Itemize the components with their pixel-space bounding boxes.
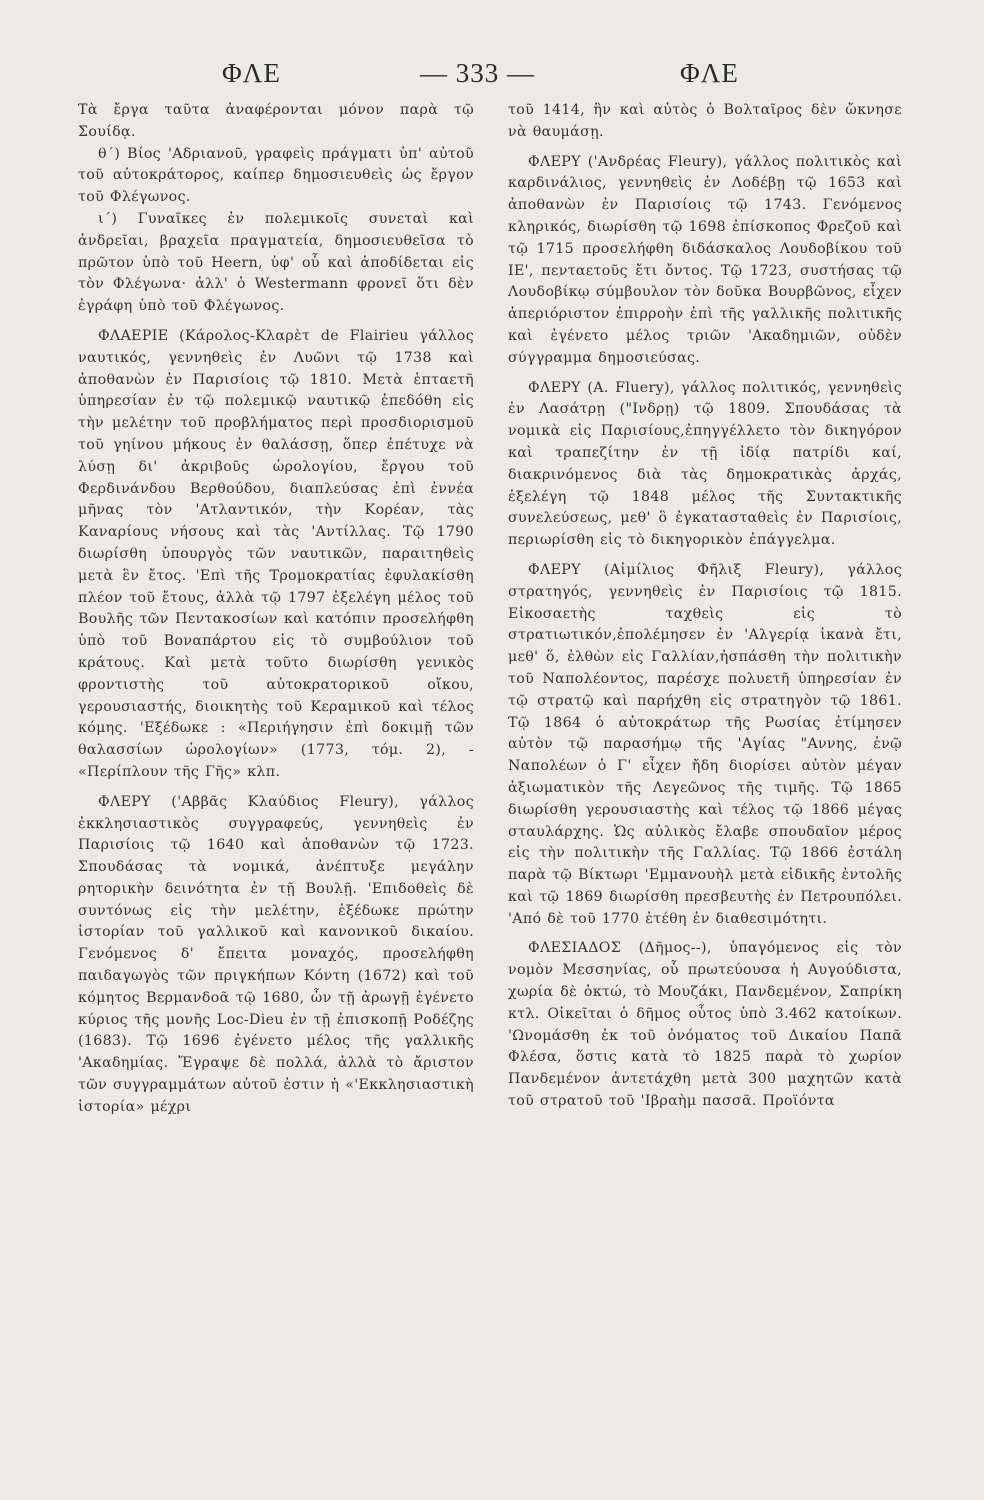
header-left-guide-word: ΦΛΕ	[222, 58, 281, 88]
page-header	[0, 58, 984, 98]
entry-fleury-claude: ΦΛΕΡΥ ('Αββᾶς Κλαύδιος Fleury), γάλλος ἐκκλησιαστικὸς συγγραφεύς, γεννηθεὶς ἐν Παρισίοις τῷ 1640 καὶ ἀποθανὼν τῷ 1723. Σπουδάσας τὰ νομικά, ἀνέπτυξε μεγάλην ρητορικὴν δεινότητα ἐν τῇ Βουλῇ. 'Επιδοθεὶς δὲ συντόνως εἰς τὴν μελέτην, ἐξέδωκε πρώτην ἱστορίαν τοῦ γαλλικοῦ καὶ κανονικοῦ δικαίου. Γενόμενος δ' ἔπειτα μοναχός, προσελήφθη παιδαγωγὸς τῶν πριγκήπων Κόντη (1672) καὶ τοῦ κόμητος Βερμανδοᾶ τῷ 1680, ὧν τῇ ἀρωγῇ ἐγένετο κύριος τῆς μονῆς Loc-Dieu ἐν τῇ ἐπισκοπῇ Ροδέζης (1683). Τῷ 1696 ἐγένετο μέλος τῆς γαλλικῆς 'Ακαδημίας. Ἔγραψε δὲ πολλά, ἀλλὰ τὸ ἄριστον τῶν συγγραμμάτων αὐτοῦ ἐστιν ἡ «'Εκκλησιαστικὴ ἱστορία» μέχρι	[78, 793, 474, 1115]
paragraph: τοῦ 1414, ἣν καὶ αὐτὸς ὁ Βολταῖρος δὲν ὤκνησε νὰ θαυμάσῃ.	[508, 102, 902, 140]
entry-fleury-a: ΦΛΕΡΥ (Α. Fluery), γάλλος πολιτικός, γεννηθεὶς ἐν Λασάτρῃ ("Ινδρῃ) τῷ 1809. Σπουδάσας τὰ νομικὰ εἰς Παρισίους,ἐπηγγέλλετο τὸν δικηγόρον καὶ τραπεζίτην ἐν τῇ ἰδίᾳ πατρίδι καί, διακρινόμενος διὰ τὰς δημοκρατικὰς ἀρχάς, ἐξελέγη τῷ 1848 μέλος τῆς Συντακτικῆς συνελεύσεως, μεθ' ὃ ἐγκατασταθεὶς ἐν Παρισίοις, περιωρίσθη εἰς τὸ δικηγορικὸν ἐπάγγελμα.	[508, 379, 902, 549]
page-number: — 333 —	[420, 58, 535, 88]
entry-fleury-emile: ΦΛΕΡΥ (Αἰμίλιος Φῆλιξ Fleury), γάλλος στρατηγός, γεννηθεὶς ἐν Παρισίοις τῷ 1815. Εἰκοσαετὴς ταχθεὶς εἰς τὸ στρατιωτικόν,ἐπολέμησεν ἐν 'Αλγερίᾳ ἱκανὰ ἔτι, μεθ' ὅ, ἐλθὼν εἰς Γαλλίαν,ἠσπάσθη τὴν πολιτικὴν τοῦ Ναπολέοντος, παρέσχε πολυετῆ ὑπηρεσίαν ἐν τῷ στρατῷ καὶ παρήχθη εἰς στρατηγὸν τῷ 1861. Τῷ 1864 ὁ αὐτοκράτωρ τῆς Ρωσίας ἐτίμησεν αὐτὸν τῷ παρασήμῳ τῆς 'Αγίας "Αννης, ἐνῷ Ναπολέων ὁ Γ' εἶχεν ἤδη διορίσει αὐτὸν μέγαν ἀξιωματικὸν τῆς Λεγεῶνος τῆς τιμῆς. Τῷ 1865 διωρίσθη γερουσιαστὴς καὶ τέλος τῷ 1866 μέγας σταυλάρχης. Ὡς αὐλικὸς ἔλαβε σπουδαῖον μέρος εἰς τὴν πολιτικὴν τῆς Γαλλίας. Τῷ 1866 ἐστάλη παρὰ τῷ Βίκτωρι 'Εμμανουὴλ μετὰ εἰδικῆς ἐντολῆς καὶ τῷ 1869 διωρίσθη πρεσβευτὴς ἐν Πετρουπόλει. 'Από δὲ τοῦ 1770 ἐτέθη ἐν διαθεσιμότητι.	[508, 561, 902, 927]
right-column	[508, 100, 902, 1113]
paragraph: Τὰ ἔργα ταῦτα ἀναφέρονται μόνον παρὰ τῷ Σουίδᾳ.	[78, 102, 474, 140]
paragraph: θ΄) Βίος 'Αδριανοῦ, γραφεὶς πράγματι ὑπ' αὐτοῦ τοῦ αὐτοκράτορος, καίπερ δημοσιευθεὶς ὡς ἔργον τοῦ Φλέγωνος.	[78, 145, 474, 206]
entry-fleury-andre: ΦΛΕΡΥ ('Ανδρέας Fleury), γάλλος πολιτικὸς καὶ καρδινάλιος, γεννηθεὶς ἐν Λοδέβῃ τῷ 1653 καὶ ἀποθανὼν ἐν Παρισίοις τῷ 1743. Γενόμενος κληρικός, διωρίσθη τῷ 1698 ἐπίσκοπος Φρεζοῦ καὶ τῷ 1715 προσελήφθη διδάσκαλος Λουδοβίκου τοῦ ΙΕ', πενταετοῦς ἔτι ὄντος. Τῷ 1723, συστήσας τῷ Λουδοβίκῳ σύμβουλον τὸν δοῦκα Βουρβῶνος, εἶχεν ἀπεριόριστον ἐπιρροὴν ἐπὶ τῆς γαλλικῆς πολιτικῆς καὶ ἐγένετο μέλος τριῶν 'Ακαδημιῶν, οὐδὲν σύγγραμμα δημοσιεύσας.	[508, 153, 902, 366]
entry-flairieu: ΦΛΑΕΡΙΕ (Κάρολος-Κλαρὲτ de Flairieu γάλλος ναυτικός, γεννηθεὶς ἐν Λυῶνι τῷ 1738 καὶ ἀποθανὼν ἐν Παρισίοις τῷ 1810. Μετὰ ἑπταετῆ ὑπηρεσίαν ἐν τῷ πολεμικῷ ναυτικῷ ἐπεδόθη εἰς τὴν μελέτην τοῦ προβλήματος περὶ προσδιορισμοῦ τοῦ γηίνου μήκους ἐν θαλάσσῃ, ὅπερ ἐπέτυχε νὰ λύσῃ δι' ἀκριβοῦς ὡρολογίου, ἔργου τοῦ Φερδινάνδου Βερθούδου, διαπλεύσας ἐπὶ ἐννέα μῆνας τὸν 'Ατλαντικόν, τὴν Κορέαν, τὰς Καναρίους νήσους καὶ τὰς 'Αντίλλας. Τῷ 1790 διωρίσθη ὑπουργὸς τῶν ναυτικῶν, παραιτηθεὶς μετὰ ἓν ἔτος. 'Επὶ τῆς Τρομοκρατίας ἐφυλακίσθη πλέον τοῦ ἔτους, ἀλλὰ τῷ 1797 ἐξελέγη μέλος τοῦ Βουλῆς τῶν Πεντακοσίων καὶ κατόπιν προσελήφθη ὑπὸ τοῦ Βοναπάρτου εἰς τὸ συμβούλιον τοῦ κράτους. Καὶ μετὰ τοῦτο διωρίσθη γενικὸς φροντιστὴς τοῦ αὐτοκρατορικοῦ οἴκου, γερουσιαστής, διοικητὴς τοῦ Κεραμικοῦ καὶ τέλος κόμης. 'Εξέδωκε : «Περιήγησιν ἐπὶ δοκιμῇ τῶν θαλασσίων ὡρολογίων» (1773, τόμ. 2), - «Περίπλουν τῆς Γῆς» κλπ.	[78, 327, 474, 780]
header-right-guide-word: ΦΛΕ	[680, 58, 739, 88]
entry-flesiados: ΦΛΕΣΙΑΔΟΣ (Δῆμος--), ὑπαγόμενος εἰς τὸν νομὸν Μεσσηνίας, οὗ πρωτεύουσα ἡ Αυγούδιστα, χωρία δὲ ὀκτώ, τὸ Μουζάκι, Πανδεμένον, Σαπρίκη κτλ. Οἰκεῖται ὁ δῆμος οὗτος ὑπὸ 3.462 κατοίκων. 'Ωνομάσθη ἐκ τοῦ ὀνόματος τοῦ Δικαίου Παπᾶ Φλέσα, ὅστις κατὰ τὸ 1825 παρὰ τὸ χωρίον Πανδεμένον ἀντετάχθη μετὰ 300 μαχητῶν κατὰ τοῦ στρατοῦ τοῦ 'Ιβραὴμ πασσᾶ. Προϊόντα	[508, 940, 902, 1110]
left-column	[78, 100, 474, 1119]
paragraph: ι΄) Γυναῖκες ἐν πολεμικοῖς συνεταὶ καὶ ἀνδρεῖαι, βραχεῖα πραγματεία, δημοσιευθεῖσα τὸ πρῶτον ὑπὸ τοῦ Heern, ὑφ' οὗ καὶ ἀποδίδεται εἰς τὸν Φλέγωνα· ἀλλ' ὁ Westermann φρονεῖ ὅτι δὲν ἐγράφη ὑπὸ τοῦ Φλέγωνος.	[78, 210, 474, 315]
